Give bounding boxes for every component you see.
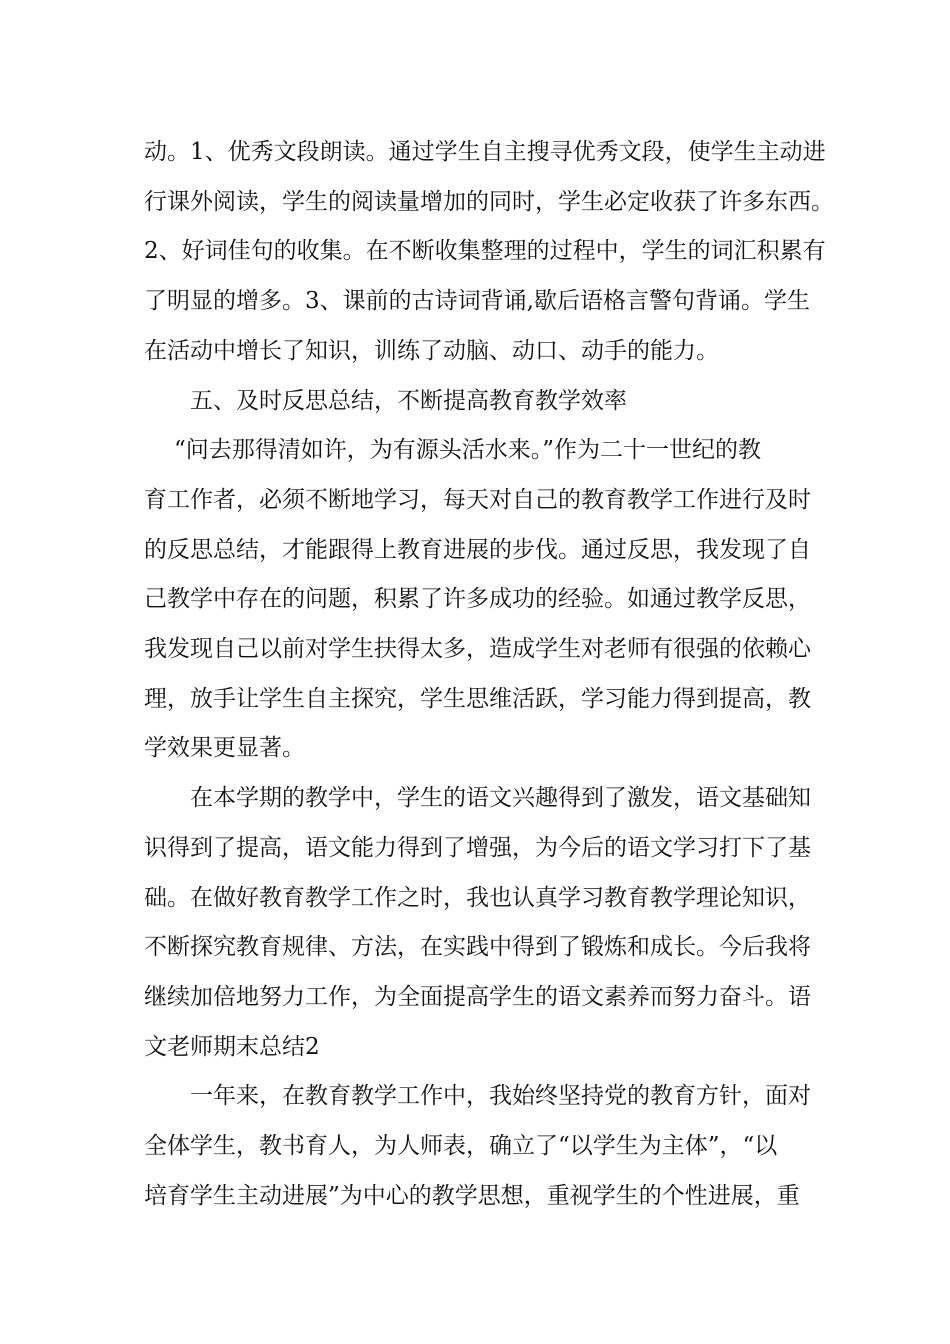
section-heading-reflection: [144, 377, 814, 427]
paragraph-year-review: [144, 1072, 814, 1221]
text-line: 在活动中增长了知识，训练了动脑、动口、动手的能力。: [144, 337, 719, 364]
paragraph-semester-summary: [144, 774, 814, 1072]
text-line: 学效果更显著。: [144, 735, 305, 762]
text-line: 培育学生主动进展”为中心的教学思想，重视学生的个性进展，重: [144, 1182, 800, 1209]
text-line: 继续加倍地努力工作，为全面提高学生的语文素养而努力奋斗。语: [144, 983, 811, 1010]
text-line: 识得到了提高，语文能力得到了增强，为今后的语文学习打下了基: [144, 834, 811, 861]
text-line: 全体学生，教书育人，为人师表，确立了“以学生为主体”，“以: [144, 1133, 778, 1160]
text-line: 行课外阅读，学生的阅读量增加的同时，学生必定收获了许多东西。: [144, 188, 834, 215]
text-line: 了明显的增多。3、课前的古诗词背诵,歇后语格言警句背诵。学生: [144, 288, 810, 315]
paragraph-reflection: [144, 426, 814, 774]
text-line: 在本学期的教学中，学生的语文兴趣得到了激发，语文基础知: [190, 785, 811, 812]
text-line: 文老师期末总结2: [144, 1033, 320, 1060]
text-line: “问去那得清如许，为有源头活水来。”作为二十一世纪的教: [174, 437, 762, 464]
text-line: 不断探究教育规律、方法，在实践中得到了锻炼和成长。今后我将: [144, 934, 811, 961]
text-line: 动。1、优秀文段朗读。通过学生自主搜寻优秀文段，使学生主动进: [144, 139, 826, 165]
text-line: 的反思总结，才能跟得上教育进展的步伐。通过反思，我发现了自: [144, 536, 811, 563]
text-line: 我发现自己以前对学生扶得太多，造成学生对老师有很强的依赖心: [144, 636, 811, 663]
paragraph-activities: [144, 128, 834, 377]
text-line: 育工作者，必须不断地学习，每天对自己的教育教学工作进行及时: [144, 486, 811, 513]
text-line: 一年来，在教育教学工作中，我始终坚持党的教育方针，面对: [190, 1083, 811, 1110]
text-line: 2、好词佳句的收集。在不断收集整理的过程中，学生的词汇积累有: [144, 238, 826, 265]
text-line: 础。在做好教育教学工作之时，我也认真学习教育教学理论知识，: [144, 884, 811, 911]
text-line: 己教学中存在的问题，积累了许多成功的经验。如通过教学反思，: [144, 586, 811, 613]
section-heading: 五、及时反思总结，不断提高教育教学效率: [190, 387, 627, 414]
document-body: [144, 128, 834, 1221]
text-line: 理，放手让学生自主探究，学生思维活跃，学习能力得到提高，教: [144, 685, 811, 712]
